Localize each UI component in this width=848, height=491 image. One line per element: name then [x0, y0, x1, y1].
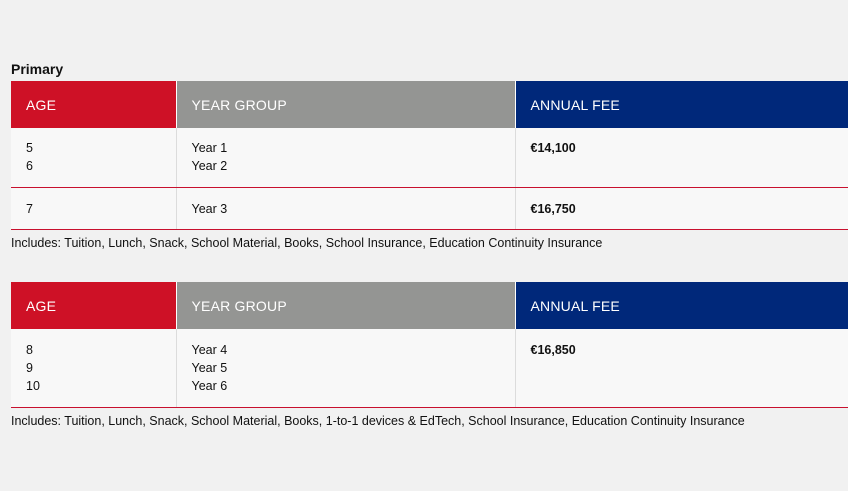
header-year-group: YEAR GROUP	[176, 81, 515, 128]
includes-note-2: Includes: Tuition, Lunch, Snack, School Material, Books, 1-to-1 devices & EdTech, School Insurance, Education Continuity Insurance	[11, 414, 745, 428]
year-group-cell	[176, 329, 515, 407]
table-row	[11, 128, 848, 187]
age-cell	[11, 329, 176, 407]
includes-note-1: Includes: Tuition, Lunch, Snack, School Material, Books, School Insurance, Education Continuity Insurance	[11, 236, 603, 250]
annual-fee-value: €16,750	[530, 201, 576, 216]
section-title-primary: Primary	[11, 61, 64, 77]
year-group-value: Year 1	[191, 141, 228, 155]
header-annual-fee: ANNUAL FEE	[515, 81, 848, 128]
header-year-group: YEAR GROUP	[176, 282, 515, 329]
table-header-row	[11, 81, 848, 128]
age-value: 8	[26, 343, 33, 357]
year-group-cell	[176, 128, 515, 187]
annual-fee-cell	[515, 329, 848, 407]
age-value: 9	[26, 361, 33, 375]
year-group-value: Year 3	[191, 201, 228, 216]
age-value: 10	[26, 379, 40, 393]
year-group-value: Year 5	[191, 361, 228, 375]
year-group-value: Year 2	[191, 159, 228, 173]
age-cell	[11, 128, 176, 187]
year-group-value: Year 4	[191, 343, 228, 357]
age-value: 6	[26, 159, 33, 173]
age-value: 7	[26, 201, 33, 216]
age-value: 5	[26, 141, 33, 155]
year-group-value: Year 6	[191, 379, 228, 393]
header-age: AGE	[11, 81, 176, 128]
fee-table-2	[11, 282, 848, 408]
annual-fee-cell	[515, 128, 848, 187]
year-group-cell	[176, 187, 515, 229]
header-age: AGE	[11, 282, 176, 329]
table-header-row	[11, 282, 848, 329]
table-row	[11, 187, 848, 229]
fee-table-1	[11, 81, 848, 230]
table-row	[11, 329, 848, 407]
header-annual-fee: ANNUAL FEE	[515, 282, 848, 329]
annual-fee-cell	[515, 187, 848, 229]
age-cell	[11, 187, 176, 229]
annual-fee-value: €14,100	[530, 141, 576, 155]
annual-fee-value: €16,850	[530, 343, 576, 357]
